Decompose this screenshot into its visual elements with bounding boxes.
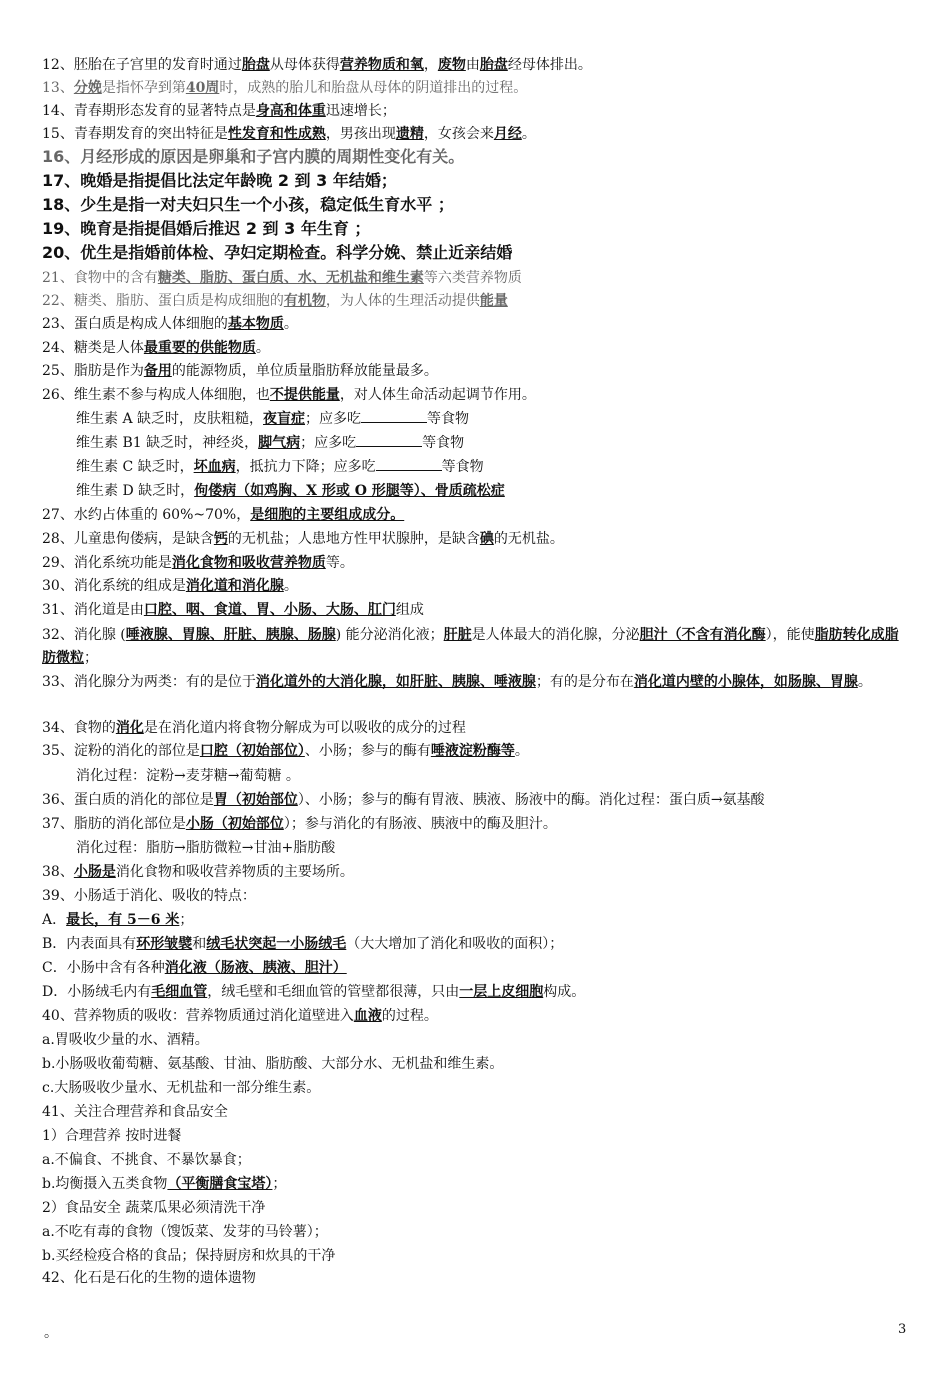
text-run: 经母体排出。 — [507, 57, 592, 73]
fill-blank — [361, 410, 427, 423]
note-line — [42, 147, 912, 167]
key-term: 绒毛状突起一小肠绒毛 — [206, 936, 347, 952]
text-run: 20、优生是指婚前体检、孕妇定期检查。科学分娩、禁止近亲结婚 — [42, 243, 513, 262]
text-run: 是人体最大的消化腺，分泌 — [471, 627, 640, 643]
note-line — [42, 1030, 912, 1050]
text-run: 。 — [521, 126, 536, 142]
text-run: 25、脂肪是作为 — [42, 363, 144, 379]
note-line — [42, 124, 912, 144]
note-line — [76, 766, 946, 786]
text-run: b.小肠吸收葡萄糖、氨基酸、甘油、脂肪酸、大部分水、无机盐和维生素。 — [42, 1056, 504, 1072]
key-term: 消化道和消化腺 — [185, 578, 284, 594]
text-run: 组成 — [395, 602, 424, 618]
key-term: 佝偻病（如鸡胸、X 形或 O 形腿等）、骨质疏松症 — [194, 483, 505, 499]
text-run: 。 — [255, 340, 270, 356]
text-run: 15、青春期发育的突出特征是 — [42, 126, 228, 142]
text-run: ；应多吃 — [305, 411, 362, 427]
key-term: 40周 — [185, 80, 220, 96]
key-term: 性发育和性成熟 — [227, 126, 326, 142]
text-run: a.胃吸收少量的水、酒精。 — [42, 1032, 209, 1048]
note-line — [42, 268, 912, 288]
text-run: 消化食物和吸收营养物质的主要场所。 — [115, 864, 354, 880]
text-run: 1）合理营养 按时进餐 — [42, 1128, 182, 1144]
note-line — [42, 1198, 912, 1218]
text-run: ，女孩会来 — [423, 126, 494, 142]
text-run: c.大肠吸收少量水、无机盐和一部分维生素。 — [42, 1080, 321, 1096]
text-run: 维生素 C 缺乏时， — [76, 459, 194, 475]
text-run: 维生素 B1 缺乏时，神经炎， — [76, 435, 259, 451]
note-line — [42, 101, 912, 121]
note-line — [42, 505, 912, 525]
text-run: 36、蛋白质的消化的部位是 — [42, 792, 214, 808]
note-line — [42, 529, 912, 549]
text-run: 21、食物中的含有 — [42, 270, 158, 286]
key-term: 小肠（初始部位 — [185, 816, 284, 832]
note-line — [42, 171, 912, 191]
text-run: 、小肠；参与的酶有 — [304, 743, 431, 759]
note-line — [76, 433, 946, 453]
text-run: 时，成熟的胎儿和胎盘从母体的阴道排出的过程。 — [219, 80, 528, 96]
note-line — [42, 1174, 912, 1194]
text-run: 17、晚婚是指提倡比法定年龄晚 2 到 3 年结婚； — [42, 171, 397, 190]
text-run: 27、水约占体重的 60%~70%， — [42, 507, 251, 523]
text-run: B．内表面具有 — [42, 936, 137, 952]
text-run: 构成。 — [543, 984, 586, 1000]
text-run: 39、小肠适于消化、吸收的特点： — [42, 888, 256, 904]
text-run: 等食物 — [422, 435, 465, 451]
text-run: b.买经检疫合格的食品；保持厨房和炊具的干净 — [42, 1248, 336, 1264]
note-line — [42, 1246, 912, 1266]
key-term: 遗精 — [395, 126, 424, 142]
key-term: 是细胞的主要组成成分。 — [250, 507, 405, 523]
key-term: 营养物质和氧 — [339, 57, 424, 73]
text-run: 30、消化系统的组成是 — [42, 578, 186, 594]
text-run: ）、小肠；参与的酶有胃液、胰液、肠液中的酶。消化过程：蛋白质→氨基酸 — [297, 792, 765, 808]
text-run: 23、蛋白质是构成人体细胞的 — [42, 316, 228, 332]
text-run: ，绒毛壁和毛细血管的管壁都很薄，只由 — [207, 984, 460, 1000]
key-term: 月经 — [493, 126, 522, 142]
note-line — [42, 741, 912, 761]
note-line — [42, 576, 912, 596]
note-line — [76, 838, 946, 858]
text-run: 37、脂肪的消化部位是 — [42, 816, 186, 832]
text-run: 29、消化系统功能是 — [42, 555, 172, 571]
key-term: 备用 — [143, 363, 172, 379]
text-run: 迅速增长； — [325, 103, 396, 119]
key-term: 最重要的供能物质 — [143, 340, 256, 356]
key-term: 有机物 — [283, 293, 326, 309]
text-run: 由 — [465, 57, 480, 73]
key-term: 身高和体重 — [255, 103, 326, 119]
key-term: 消化道外的大消化腺，如肝脏、胰腺、唾液腺 — [255, 674, 536, 690]
fill-blank — [376, 458, 442, 471]
text-run: 16、月经形成的原因是卵巢和子宫内膜的周期性变化有关。 — [42, 147, 465, 166]
key-term: 脚气病 — [258, 435, 301, 451]
key-term: 胆汁（不含有消化酶 — [639, 627, 766, 643]
note-line — [42, 671, 912, 694]
key-term: 消化 — [115, 720, 144, 736]
key-term: 脂肪转化成脂肪微粒 — [42, 627, 899, 666]
text-run: 40、营养物质的吸收：营养物质通过消化道壁进入 — [42, 1008, 354, 1024]
text-run: ； — [272, 1176, 287, 1192]
key-term: 肝脏 — [443, 627, 472, 643]
text-run: 的能源物质，单位质量脂肪释放能量最多。 — [171, 363, 438, 379]
key-term: 胎盘 — [241, 57, 270, 73]
text-run: 。 — [283, 316, 298, 332]
text-run: ； — [84, 650, 98, 666]
text-run: ) 能分泌消化液； — [335, 627, 444, 643]
note-line — [42, 553, 912, 573]
page-number: 3 — [898, 1322, 907, 1337]
key-term: 废物 — [437, 57, 466, 73]
note-line — [42, 790, 912, 810]
text-run: ，对人体生命活动起调节作用。 — [339, 387, 536, 403]
key-term: 碘 — [479, 531, 494, 547]
text-run: C．小肠中含有各种 — [42, 960, 165, 976]
text-run: ，为人体的生理活动提供 — [325, 293, 480, 309]
text-run: 的无机盐；人患地方性甲状腺肿，是缺含 — [227, 531, 480, 547]
text-run: D．小肠绒毛内有 — [42, 984, 152, 1000]
text-run: 31、消化道是由 — [42, 602, 144, 618]
key-term: 血液 — [353, 1008, 382, 1024]
text-run: 是指怀孕到第 — [101, 80, 186, 96]
key-term: 环形皱襞 — [136, 936, 193, 952]
text-run: 是在消化道内将食物分解成为可以吸收的成分的过程 — [143, 720, 466, 736]
text-run: 维生素 D 缺乏时， — [76, 483, 195, 499]
key-term: 一层上皮细胞 — [459, 984, 544, 1000]
text-run: b.均衡摄入五类食物 — [42, 1176, 168, 1192]
text-run: 等六类营养物质 — [423, 270, 522, 286]
text-run: ； — [179, 912, 194, 928]
note-line — [42, 78, 912, 98]
key-term: 不提供能量 — [269, 387, 340, 403]
text-run: 。 — [283, 578, 298, 594]
note-line — [42, 1268, 912, 1288]
text-run: 等食物 — [427, 411, 470, 427]
key-term: 口腔、咽、食道、胃、小肠、大肠、肛门 — [143, 602, 396, 618]
key-term: 毛细血管 — [151, 984, 208, 1000]
text-run: ）；参与消化的有肠液、胰液中的酶及胆汁。 — [283, 816, 557, 832]
note-line — [42, 195, 912, 215]
note-line — [76, 409, 946, 429]
text-run: 18、少生是指一对夫妇只生一个小孩，稳定低生育水平 ； — [42, 195, 454, 214]
note-line — [76, 481, 946, 501]
text-run: a.不偏食、不挑食、不暴饮暴食； — [42, 1152, 251, 1168]
text-run: 35、淀粉的消化的部位是 — [42, 743, 200, 759]
key-term: 基本物质 — [227, 316, 284, 332]
text-run: 和 — [192, 936, 207, 952]
note-line — [42, 338, 912, 358]
note-line — [42, 1078, 912, 1098]
key-term: 坏血病 — [193, 459, 236, 475]
text-run: 从母体获得 — [269, 57, 340, 73]
text-run: 12、胚胎在子宫里的发育时通过 — [42, 57, 242, 73]
footer-mark: 。 — [44, 1325, 58, 1341]
text-run: 等食物 — [441, 459, 484, 475]
text-run: 消化过程：脂肪→脂肪微粒→甘油+脂肪酸 — [76, 840, 336, 856]
key-term: 夜盲症 — [263, 411, 306, 427]
text-run: 消化过程：淀粉→麦芽糖→葡萄糖 。 — [76, 768, 300, 784]
key-term: 最长，有 5－6 米 — [66, 912, 180, 928]
key-term: 糖类、脂肪、蛋白质、水、无机盐和维生素 — [157, 270, 424, 286]
text-run: 的过程。 — [381, 1008, 438, 1024]
note-line — [42, 1126, 912, 1146]
key-term: 唾液腺、胃腺、肝脏、胰腺、肠腺 — [125, 627, 336, 643]
note-line — [42, 600, 912, 620]
note-line — [42, 55, 912, 75]
text-run: 。 — [514, 743, 529, 759]
text-run: 19、晚育是指提倡婚后推迟 2 到 3 年生育 ； — [42, 219, 371, 238]
note-line — [42, 814, 912, 834]
note-line — [42, 1054, 912, 1074]
fill-blank — [356, 434, 422, 447]
text-run: ， — [423, 57, 438, 73]
key-term: 能量 — [479, 293, 508, 309]
note-line — [42, 958, 912, 978]
note-line — [42, 1102, 912, 1122]
text-run: 33、消化腺分为两类：有的是位于 — [42, 674, 256, 690]
text-run: 2）食品安全 蔬菜瓜果必须清洗干净 — [42, 1200, 266, 1216]
text-run: 。 — [857, 674, 872, 690]
text-run: ），能使 — [765, 627, 815, 643]
note-line — [42, 1222, 912, 1242]
text-run: 14、青春期形态发育的显著特点是 — [42, 103, 256, 119]
note-line — [42, 291, 912, 311]
key-term: 口腔（初始部位） — [199, 743, 305, 759]
text-run: 维生素 A 缺乏时，皮肤粗糙， — [76, 411, 264, 427]
key-term: 胎盘 — [479, 57, 508, 73]
text-run: a.不吃有毒的食物（馊饭菜、发芽的马铃薯）； — [42, 1224, 328, 1240]
key-term: 消化液（肠液、胰液、胆汁） — [164, 960, 347, 976]
text-run: 28、儿童患佝偻病，是缺含 — [42, 531, 214, 547]
text-run: 26、维生素不参与构成人体细胞，也 — [42, 387, 270, 403]
note-line — [42, 243, 912, 263]
text-run: 34、食物的 — [42, 720, 116, 736]
note-line — [42, 1006, 912, 1026]
text-run: ；应多吃 — [300, 435, 357, 451]
key-term: 钙 — [213, 531, 228, 547]
note-line — [42, 219, 912, 239]
note-line — [42, 934, 912, 954]
key-term: 小肠是 — [73, 864, 116, 880]
text-run: 41、关注合理营养和食品安全 — [42, 1104, 228, 1120]
key-term: 唾液淀粉酶等 — [430, 743, 515, 759]
note-line — [42, 910, 912, 930]
text-run: 24、糖类是人体 — [42, 340, 144, 356]
key-term: 消化道内壁的小腺体，如肠腺、胃腺 — [633, 674, 858, 690]
note-line — [42, 624, 912, 670]
text-run: A． — [42, 912, 67, 928]
key-term: （平衡膳食宝塔） — [167, 1176, 273, 1192]
note-line — [42, 361, 912, 381]
note-line — [42, 982, 912, 1002]
note-line — [42, 314, 912, 334]
key-term: 分娩 — [73, 80, 102, 96]
key-term: 消化食物和吸收营养物质 — [171, 555, 326, 571]
note-line — [42, 862, 912, 882]
note-line — [42, 385, 912, 405]
note-line — [42, 718, 912, 738]
text-run: ，抵抗力下降；应多吃 — [235, 459, 376, 475]
note-line — [42, 886, 912, 906]
text-run: 38、 — [42, 864, 74, 880]
text-run: 32、消化腺 ( — [42, 627, 126, 643]
text-run: 等。 — [325, 555, 354, 571]
note-line — [76, 457, 946, 477]
note-line — [42, 1150, 912, 1170]
text-run: 42、化石是石化的生物的遗体遗物 — [42, 1270, 256, 1286]
text-run: ，男孩出现 — [325, 126, 396, 142]
text-run: 的无机盐。 — [493, 531, 564, 547]
text-run: 13、 — [42, 80, 74, 96]
text-run: （大大增加了消化和吸收的面积）； — [346, 936, 564, 952]
text-run: 22、糖类、脂肪、蛋白质是构成细胞的 — [42, 293, 284, 309]
text-run: ；有的是分布在 — [535, 674, 634, 690]
key-term: 胃（初始部位 — [213, 792, 298, 808]
